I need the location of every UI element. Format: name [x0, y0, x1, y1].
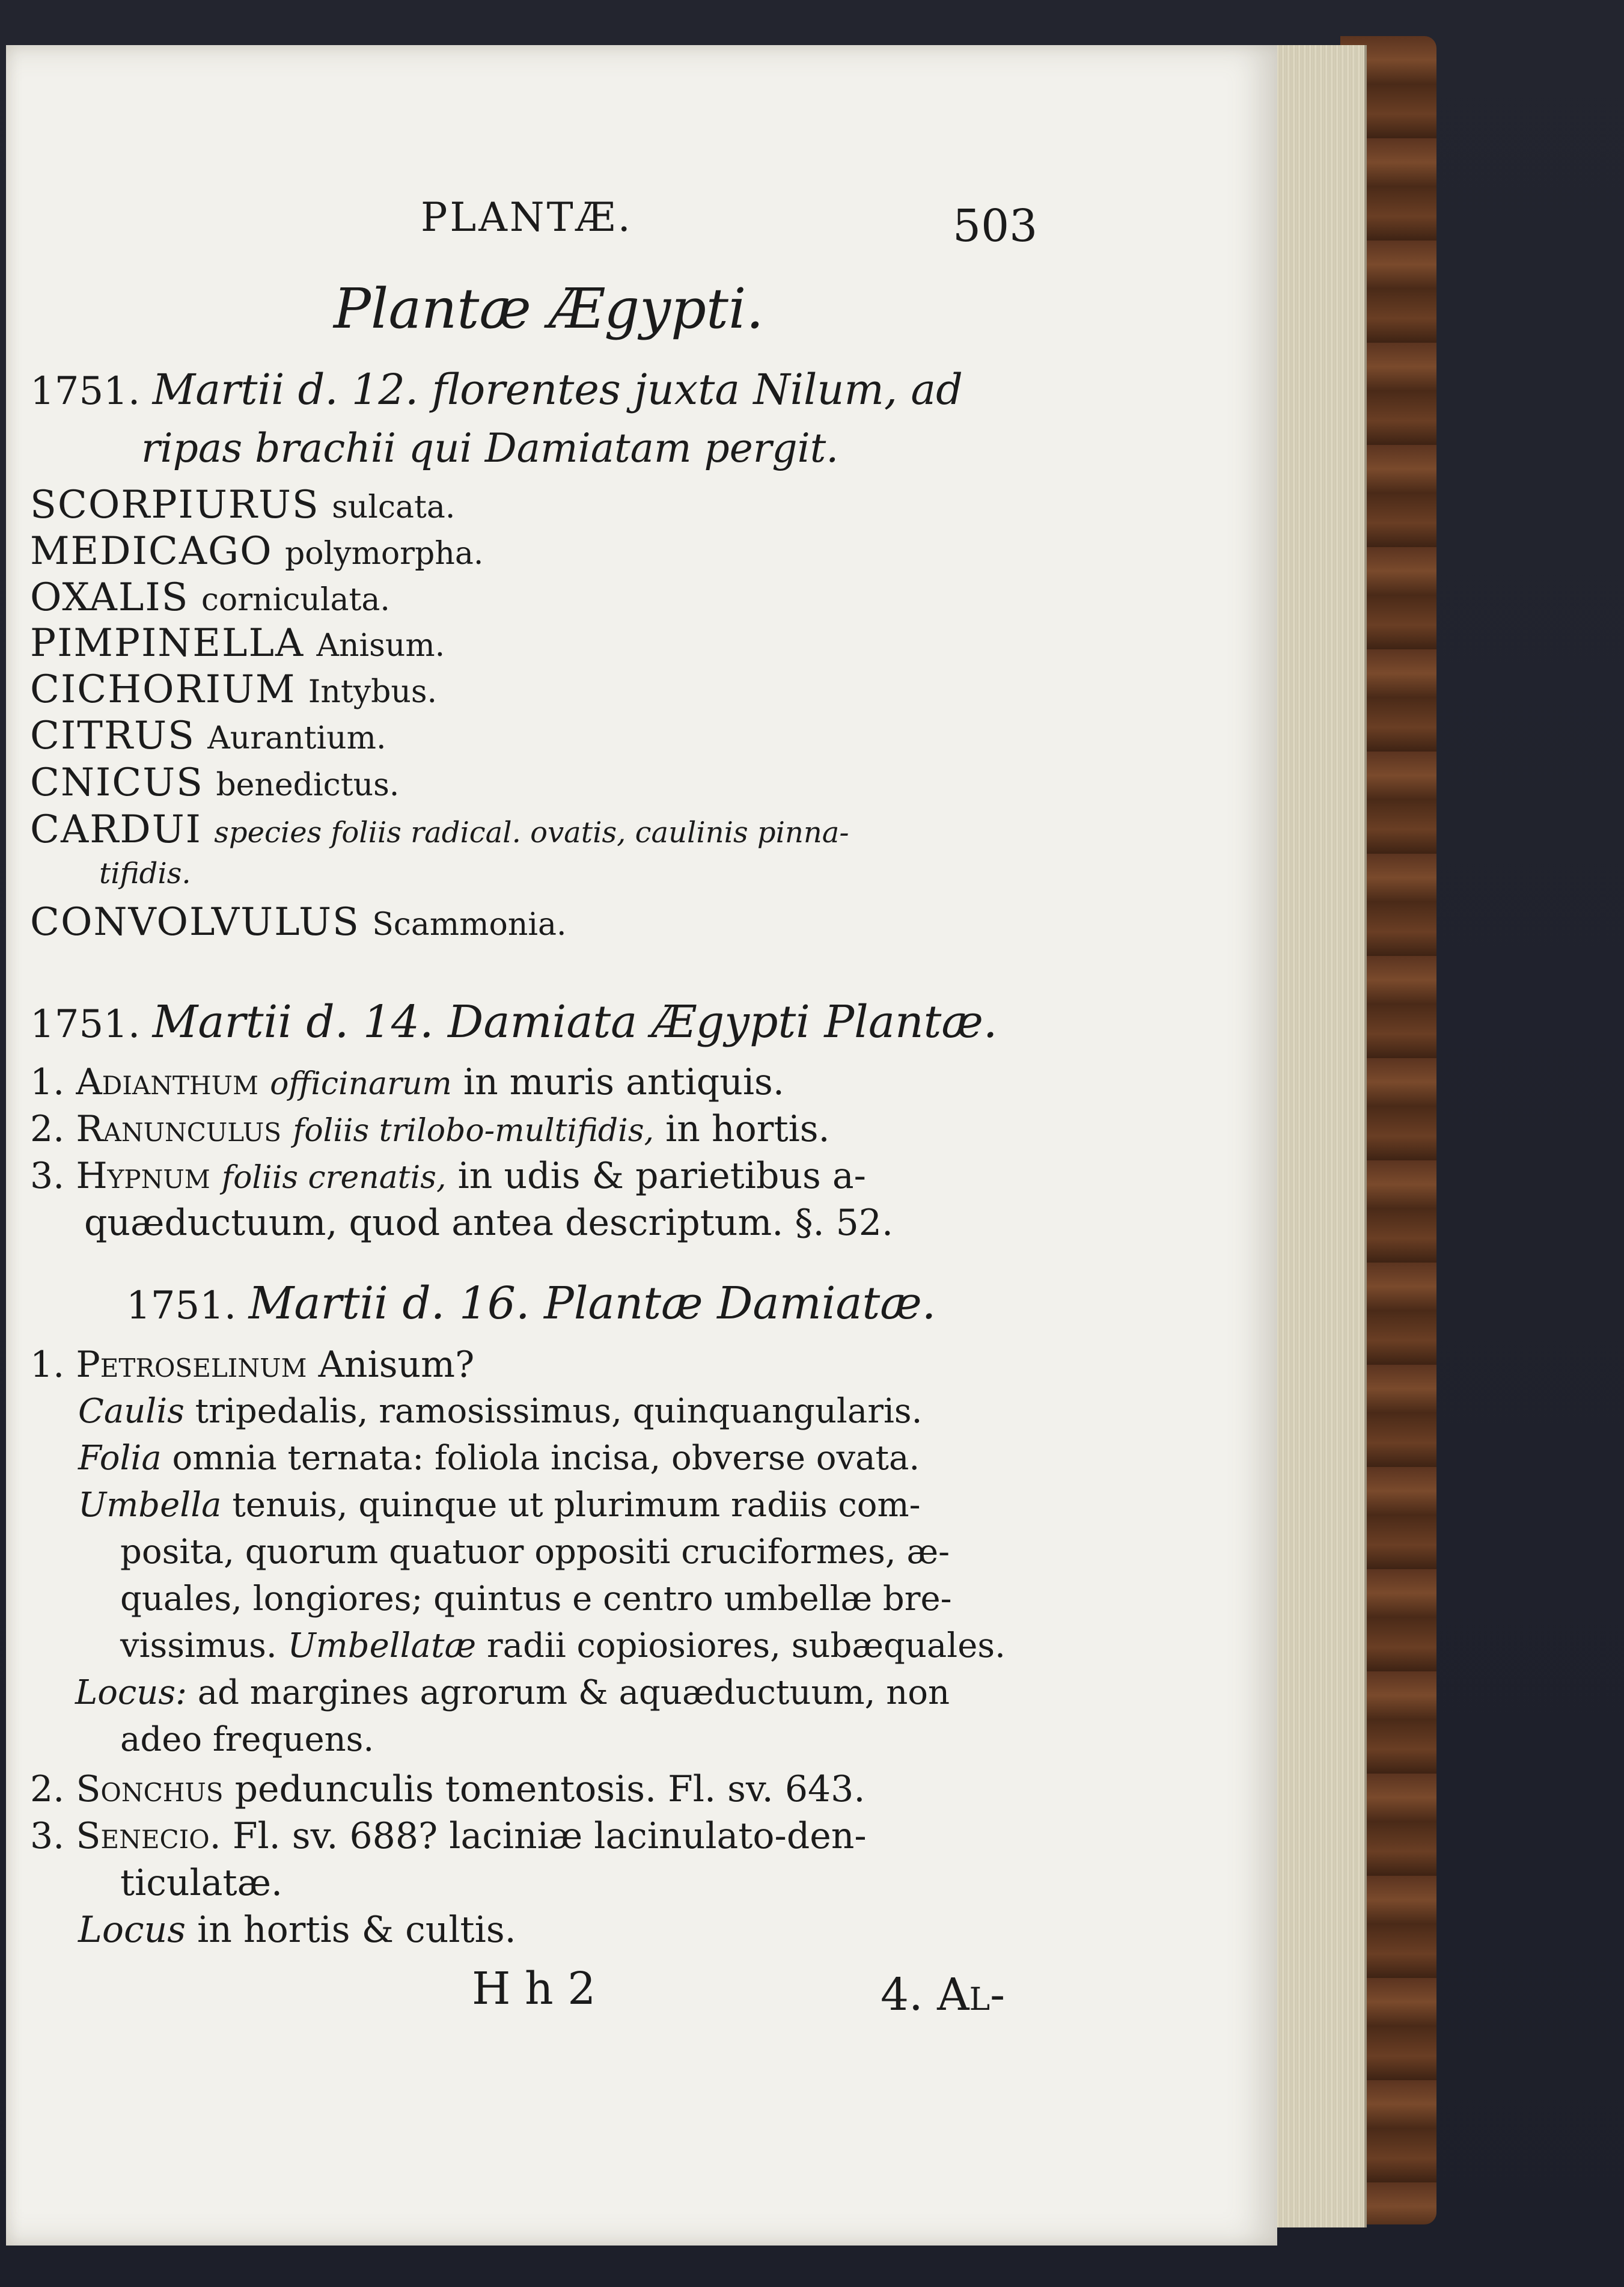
catchword: 4. Al-	[881, 1969, 1006, 2021]
list-item: CITRUS Aurantium.	[30, 714, 386, 758]
page-title: Plantæ Ægypti.	[334, 277, 764, 341]
list-item-continuation: quæductuum, quod antea descriptum. §. 52.	[84, 1202, 894, 1244]
description-line: Caulis tripedalis, ramosissimus, quinquangularis.	[78, 1392, 923, 1431]
list-item: CARDUI species foliis radical. ovatis, caulinis pinna-	[30, 807, 849, 852]
list-item: 1. Petroselinum Anisum?	[30, 1344, 475, 1386]
list-item: 1. Adianthum officinarum in muris antiquis.	[30, 1061, 784, 1103]
list-item: CONVOLVULUS Scammonia.	[30, 900, 567, 944]
section1-heading-line1: Martii d. 12. florentes juxta Nilum, ad	[152, 365, 963, 414]
list-item: 2. Sonchus pedunculis tomentosis. Fl. sv. 643.	[30, 1768, 865, 1810]
section1-heading	[30, 365, 963, 414]
description-line: Folia omnia ternata: foliola incisa, obverse ovata.	[78, 1439, 920, 1478]
section3-heading: 1751. Martii d. 16. Plantæ Damiatæ.	[126, 1278, 936, 1329]
list-item-continuation: tifidis.	[99, 857, 191, 890]
list-item: CICHORIUM Intybus.	[30, 667, 438, 712]
description-line: Umbella tenuis, quinque ut plurimum radiis com-	[78, 1486, 921, 1525]
description-line: Locus: ad margines agrorum & aquæductuum, non	[75, 1673, 950, 1712]
list-item-continuation: ticulatæ.	[120, 1862, 283, 1904]
section1-date: 1751.	[30, 369, 141, 414]
description-line: adeo frequens.	[120, 1720, 374, 1759]
list-item: CNICUS benedictus.	[30, 761, 400, 805]
signature-mark: H h 2	[472, 1963, 596, 2015]
book-page	[6, 45, 1277, 2246]
list-item: 2. Ranunculus foliis trilobo-multifidis, in hortis.	[30, 1108, 830, 1150]
page-edges	[1274, 45, 1367, 2227]
description-line: Locus in hortis & cultis.	[78, 1909, 516, 1951]
page-number: 503	[953, 200, 1038, 252]
section2-heading: 1751. Martii d. 14. Damiata Ægypti Plantæ.	[30, 996, 998, 1048]
list-item: SCORPIURUS sulcata.	[30, 483, 456, 527]
section1-heading-line2: ripas brachii qui Damiatam pergit.	[141, 425, 839, 471]
description-line: posita, quorum quatuor oppositi cruciformes, æ-	[120, 1532, 950, 1572]
list-item: PIMPINELLA Anisum.	[30, 621, 445, 666]
list-item: 3. Senecio. Fl. sv. 688? laciniæ lacinulato-den-	[30, 1815, 867, 1857]
running-head: PLANTÆ.	[421, 194, 633, 240]
list-item: OXALIS corniculata.	[30, 575, 390, 620]
description-line: vissimus. Umbellatæ radii copiosiores, subæquales.	[120, 1626, 1006, 1665]
list-item: 3. Hypnum foliis crenatis, in udis & parietibus a-	[30, 1155, 866, 1197]
list-item: MEDICAGO polymorpha.	[30, 529, 484, 574]
description-line: quales, longiores; quintus e centro umbellæ bre-	[120, 1579, 952, 1618]
